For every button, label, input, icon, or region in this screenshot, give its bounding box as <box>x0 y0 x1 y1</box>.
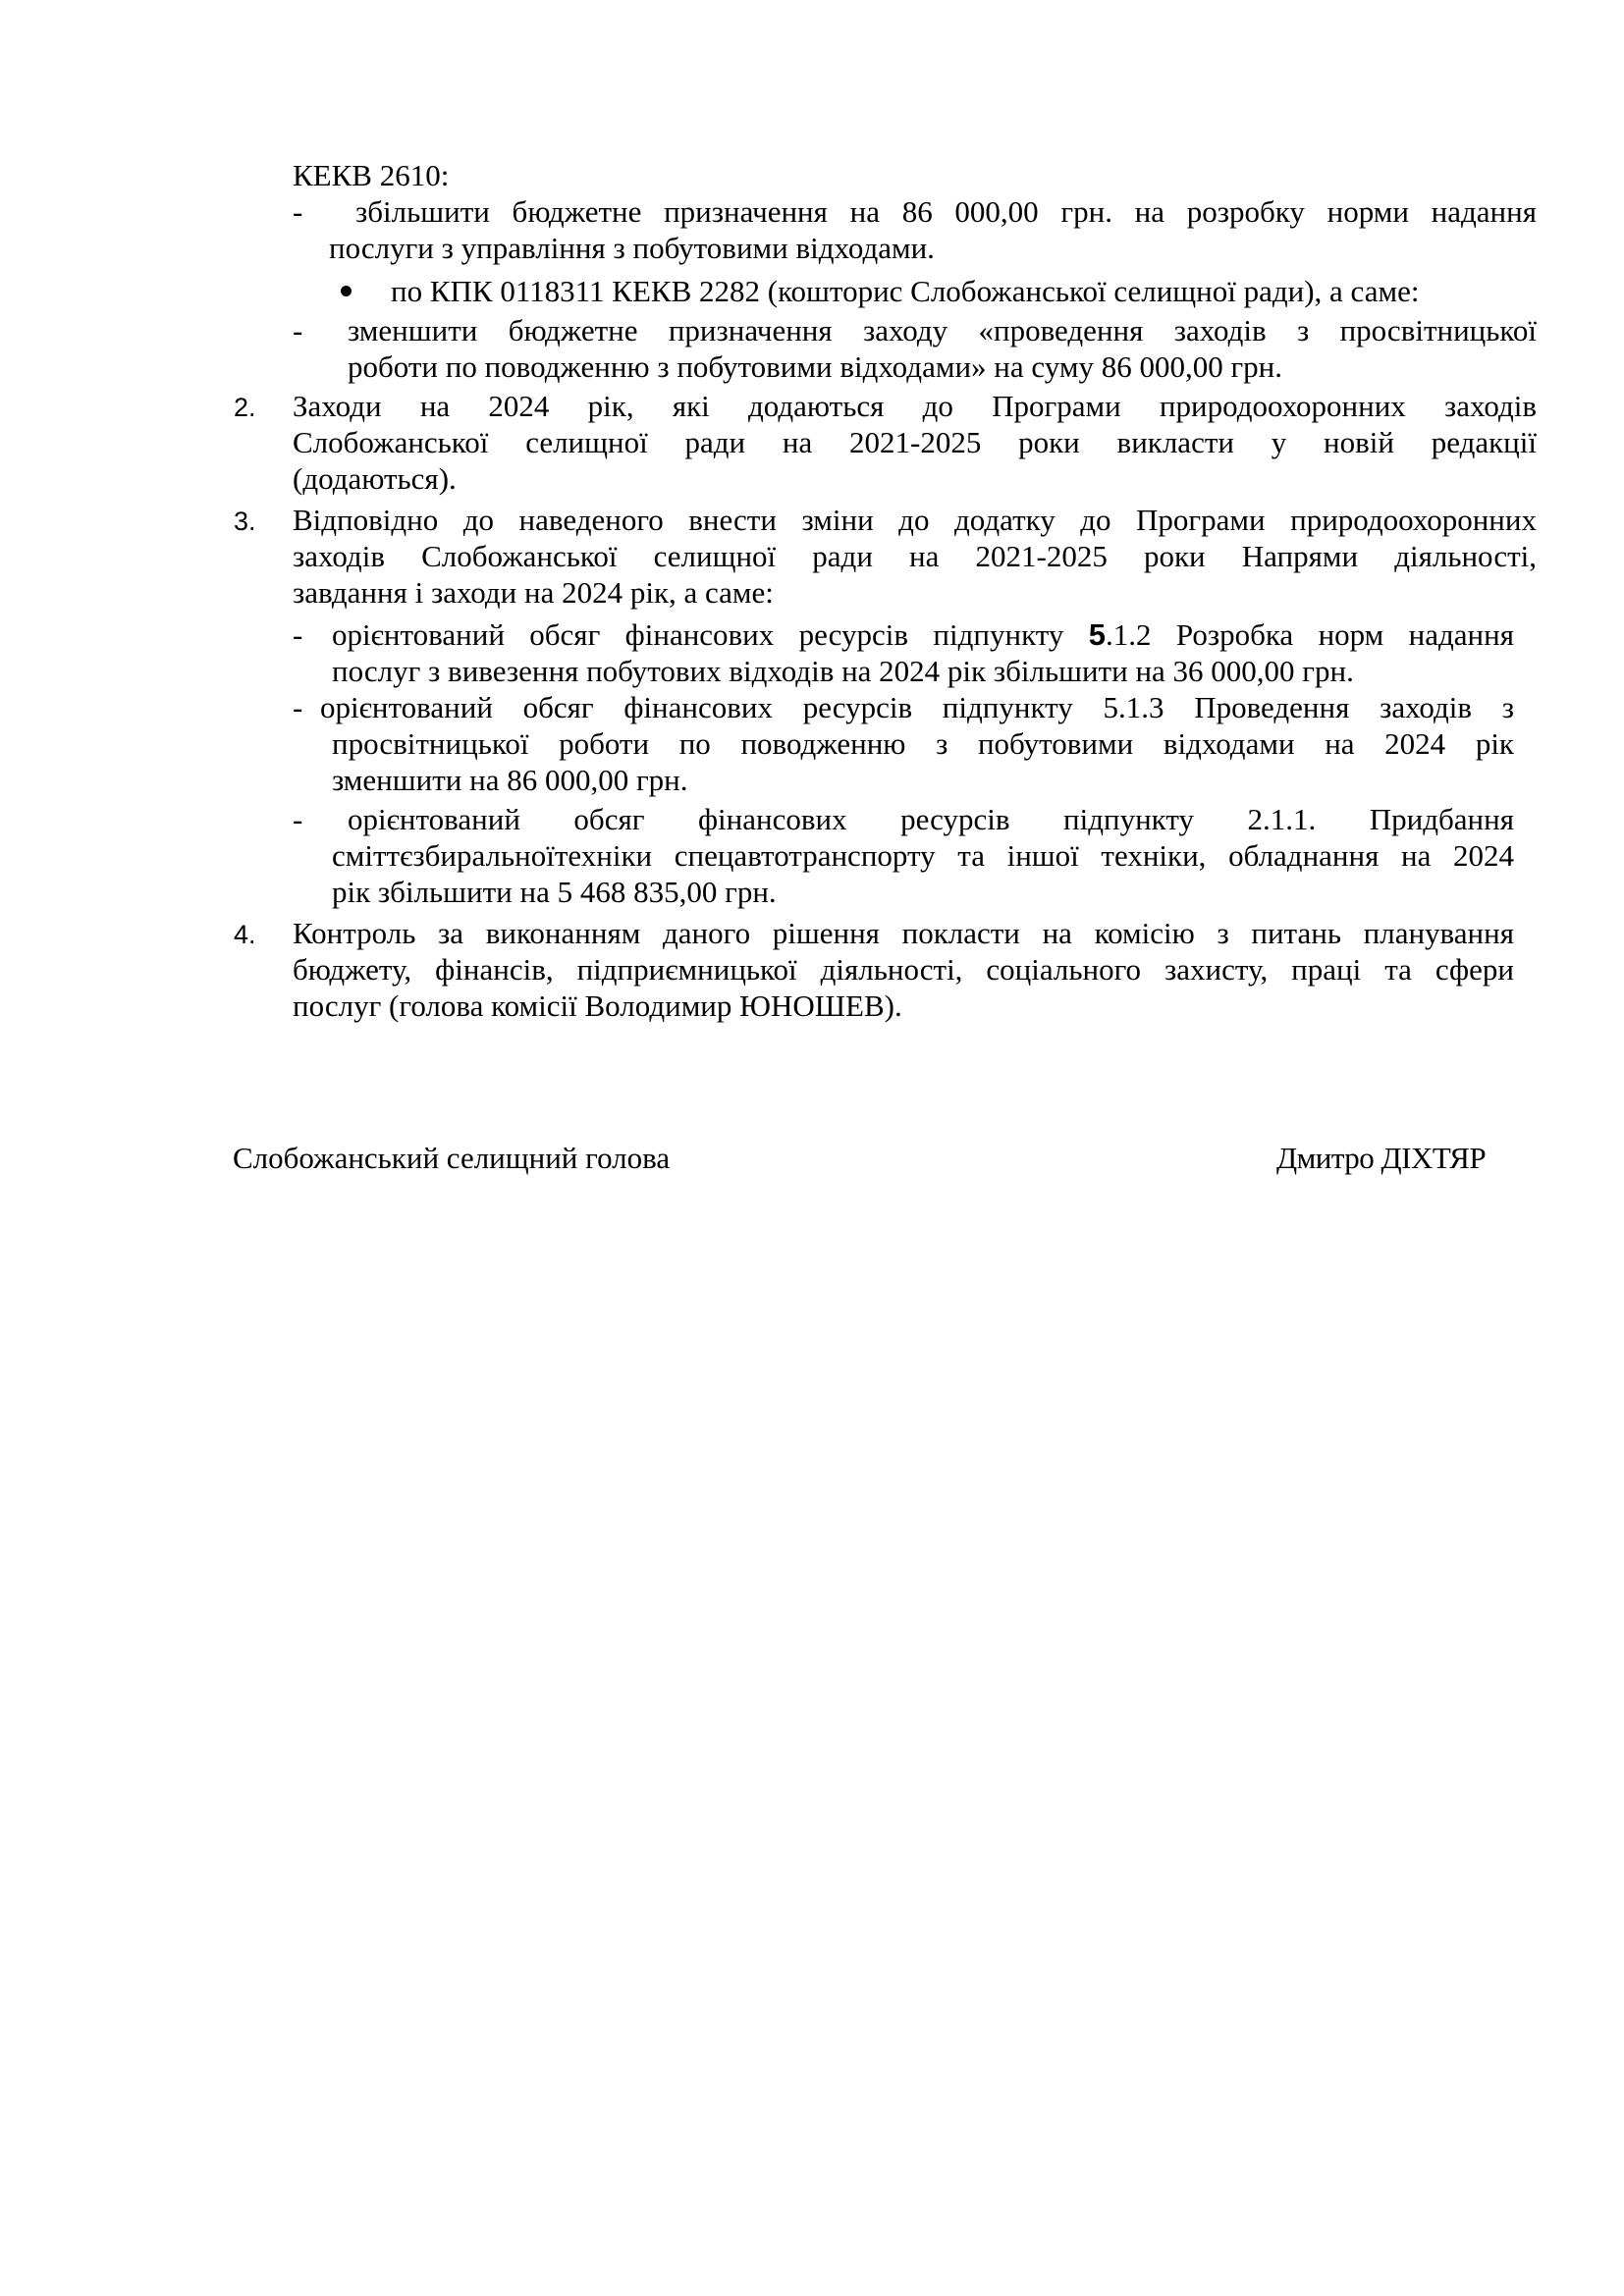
block2-line1: зменшити бюджетне призначення заходу «проведення заходів з просвітницької <box>348 313 1537 347</box>
item2-line3: (додаються). <box>293 461 457 496</box>
sub2-line2: просвітницької роботи по поводженню з побутовими відходами на 2024 рік <box>332 726 1514 761</box>
signature-title: Слобожанський селищний голова <box>233 1141 671 1175</box>
bullet-text: по КПК 0118311 КЕКВ 2282 (кошторис Слобожанської селищної ради), а саме: <box>391 274 1420 308</box>
item-number: 2. <box>234 393 256 422</box>
block1-line1: збільшити бюджетне призначення на 86 000,00 грн. на розробку норми надання <box>355 194 1537 229</box>
block2-line2: роботи по поводженню з побутовими відходами» на суму 86 000,00 грн. <box>348 349 1282 384</box>
dash-marker: - <box>293 802 303 836</box>
dash-marker: - <box>293 690 303 724</box>
sub1-line2: послуг з вивезення побутових відходів на 2024 рік збільшити на 36 000,00 грн. <box>332 654 1354 688</box>
sub2-line3: зменшити на 86 000,00 грн. <box>332 763 688 797</box>
kekv-header: КЕКВ 2610: <box>293 158 450 192</box>
signature-name: Дмитро ДІХТЯР <box>1276 1141 1487 1175</box>
sub1-line1 <box>332 616 1514 653</box>
item-number: 4. <box>234 920 256 949</box>
dash-marker: - <box>293 313 303 347</box>
block1-line2: послуги з управління з побутовими відходами. <box>329 231 935 265</box>
sub3-line1: орієнтований обсяг фінансових ресурсів підпункту 2.1.1. Придбання <box>348 802 1514 836</box>
sub1-line1-pre: орієнтований обсяг фінансових ресурсів підпункту <box>332 617 1064 652</box>
sub3-line3: рік збільшити на 5 468 835,00 грн. <box>332 875 777 909</box>
sub3-line2: сміттєзбиральноїтехніки спецавтотранспорту та іншої техніки, обладнання на 2024 <box>332 838 1514 873</box>
item4-line1: Контроль за виконанням даного рішення покласти на комісію з питань планування <box>293 916 1514 950</box>
item2-line2: Слобожанської селищної ради на 2021-2025 роки викласти у новій редакції <box>293 425 1537 459</box>
item3-line1: Відповідно до наведеного внести зміни до додатку до Програми природоохоронних <box>293 503 1537 537</box>
dash-marker: - <box>293 617 303 652</box>
item4-line3: послуг (голова комісії Володимир ЮНОШЕВ). <box>293 988 902 1023</box>
item2-line1: Заходи на 2024 рік, які додаються до Програми природоохоронних заходів <box>293 389 1537 423</box>
item-number: 3. <box>234 507 256 536</box>
item4-line2: бюджету, фінансів, підприємницької діяльності, соціального захисту, праці та сфери <box>293 952 1514 987</box>
sub1-line1-post: .1.2 Розробка норм надання <box>1105 617 1514 652</box>
sub2-line1: орієнтований обсяг фінансових ресурсів підпункту 5.1.3 Проведення заходів з <box>320 690 1514 724</box>
sub1-line1-bold: 5 <box>1088 617 1106 652</box>
item3-line2: заходів Слобожанської селищної ради на 2021-2025 роки Напрями діяльності, <box>293 539 1537 573</box>
item3-line3: завдання і заходи на 2024 рік, а саме: <box>293 575 774 610</box>
dash-marker: - <box>293 194 303 229</box>
bullet-icon <box>341 286 352 296</box>
